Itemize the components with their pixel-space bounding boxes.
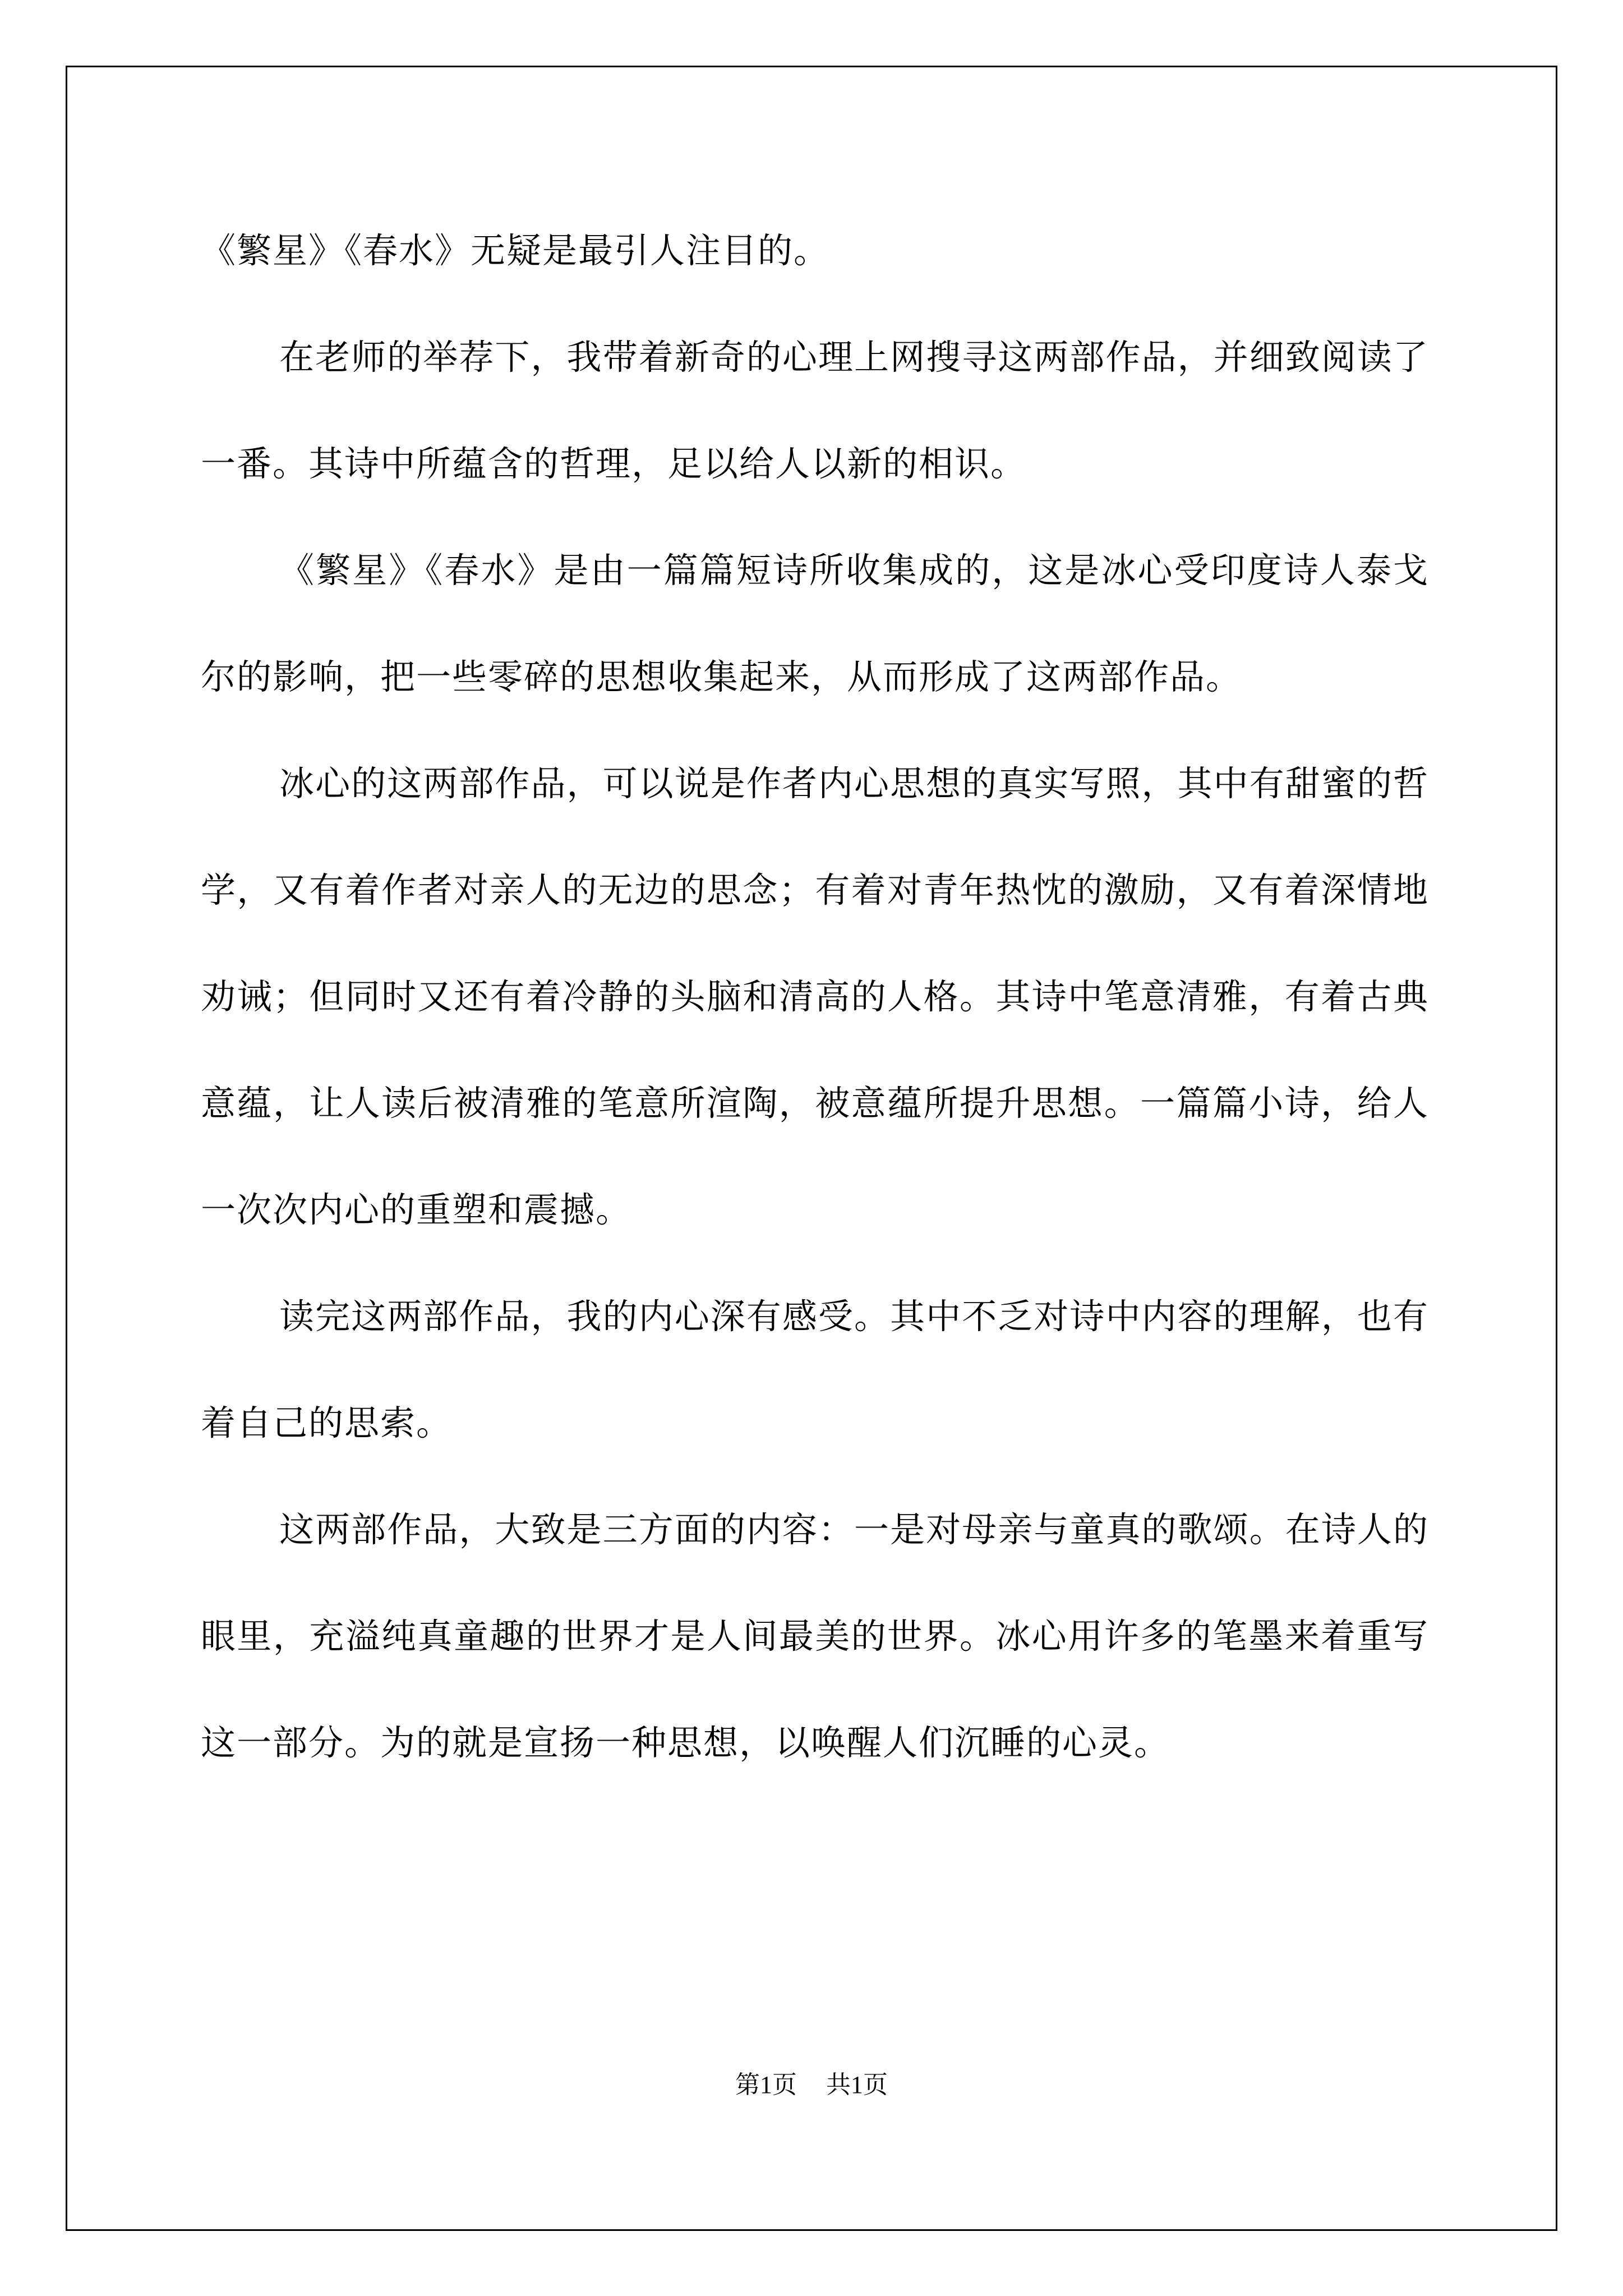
- paragraph: 《繁星》《春水》是由一篇篇短诗所收集成的，这是冰心受印度诗人泰戈尔的影响，把一些零碎的思想收集起来，从而形成了这两部作品。: [201, 550, 1429, 697]
- paragraph: 这两部作品，大致是三方面的内容：一是对母亲与童真的歌颂。在诗人的眼里，充溢纯真童趣的世界才是人间最美的世界。冰心用许多的笔墨来着重写这一部分。为的就是宣扬一种思想，以唤醒人们沉睡的心灵。: [201, 1509, 1429, 1763]
- paragraph: 读完这两部作品，我的内心深有感受。其中不乏对诗中内容的理解，也有着自己的思索。: [201, 1296, 1429, 1443]
- paragraph: 《繁星》《春水》无疑是最引人注目的。: [201, 230, 830, 271]
- page-number: 第1页: [735, 2071, 797, 2099]
- page-total: 共1页: [826, 2071, 888, 2099]
- page-footer: [0, 2064, 1623, 2100]
- document-body: [201, 197, 1429, 1796]
- paragraph: 在老师的举荐下，我带着新奇的心理上网搜寻这两部作品，并细致阅读了一番。其诗中所蕴含的哲理，足以给人以新的相识。: [201, 337, 1429, 484]
- paragraph: 冰心的这两部作品，可以说是作者内心思想的真实写照，其中有甜蜜的哲学，又有着作者对亲人的无边的思念；有着对青年热忱的激励，又有着深情地劝诫；但同时又还有着冷静的头脑和清高的人格。其诗中笔意清雅，有着古典意蕴，让人读后被清雅的笔意所渲陶，被意蕴所提升思想。一篇篇小诗，给人一次次内心的重塑和震撼。: [201, 763, 1429, 1230]
